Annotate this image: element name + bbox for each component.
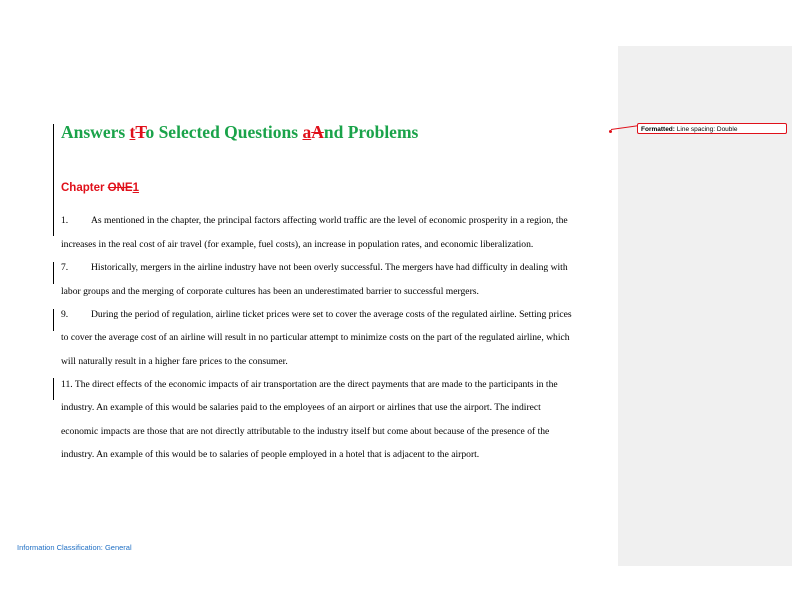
title-deletion: T xyxy=(135,122,146,142)
paragraph-line[interactable]: economic impacts are those that are not directly attributable to the industry itself but come about because of the presence of the xyxy=(61,426,550,437)
page-title[interactable] xyxy=(61,122,418,143)
balloon-label: Formatted: xyxy=(641,126,675,133)
paragraph-line[interactable]: industry. An example of this would be salaries paid to the employees of an airport or airlines that use the airport. The indirect xyxy=(61,402,541,413)
paragraph-line[interactable] xyxy=(61,262,568,273)
title-text: Answers xyxy=(61,122,130,142)
paragraph-text: As mentioned in the chapter, the principal factors affecting world traffic are the level of economic prosperity in a region, the xyxy=(91,215,568,226)
title-text: nd Problems xyxy=(323,122,419,142)
paragraph-number: 9. xyxy=(61,309,69,320)
chapter-heading[interactable] xyxy=(61,182,139,194)
chapter-prefix: Chapter xyxy=(61,182,108,194)
change-bar xyxy=(53,124,54,236)
paragraph-line[interactable]: to cover the average cost of an airline will result in no particular attempt to minimize costs on the part of the regulated airline, which xyxy=(61,332,570,343)
paragraph-line[interactable] xyxy=(61,215,568,226)
change-bar xyxy=(53,262,54,284)
paragraph-line[interactable] xyxy=(61,309,572,320)
title-deletion: A xyxy=(311,122,324,142)
paragraph-number: 7. xyxy=(61,262,69,273)
paragraph-number: 1. xyxy=(61,215,69,226)
paragraph-line[interactable]: industry. An example of this would be to salaries of people employed in a hotel that is adjacent to the airport. xyxy=(61,449,480,460)
comment-anchor xyxy=(609,130,612,133)
paragraph-line[interactable]: labor groups and the merging of corporate cultures has been an underestimated barrier to successful mergers. xyxy=(61,286,479,297)
balloon-text: Line spacing: Double xyxy=(676,126,738,133)
change-bar xyxy=(53,309,54,331)
paragraph-line[interactable]: increases in the real cost of air travel (for example, fuel costs), an increase in population rates, and economic liberalization. xyxy=(61,239,534,250)
change-bar xyxy=(53,378,54,400)
formatting-balloon[interactable] xyxy=(637,123,787,134)
paragraph-line[interactable]: will naturally result in a higher fare prices to the consumer. xyxy=(61,356,288,367)
title-insertion: t xyxy=(129,122,136,142)
paragraph-text: During the period of regulation, airline ticket prices were set to cover the average costs of the regulated airline. Setting prices xyxy=(91,309,572,320)
chapter-deletion: ONE xyxy=(107,182,133,194)
classification-footer: Information Classification: General xyxy=(17,543,132,552)
paragraph-line[interactable]: 11. The direct effects of the economic impacts of air transportation are the direct payments that are made to the participants in the xyxy=(61,379,558,390)
title-text: o Selected Questions xyxy=(145,122,303,142)
chapter-insertion: 1 xyxy=(132,182,139,194)
paragraph-text: Historically, mergers in the airline industry have not been overly successful. The mergers have had difficulty in dealing with xyxy=(91,262,568,273)
title-insertion: a xyxy=(302,122,312,142)
